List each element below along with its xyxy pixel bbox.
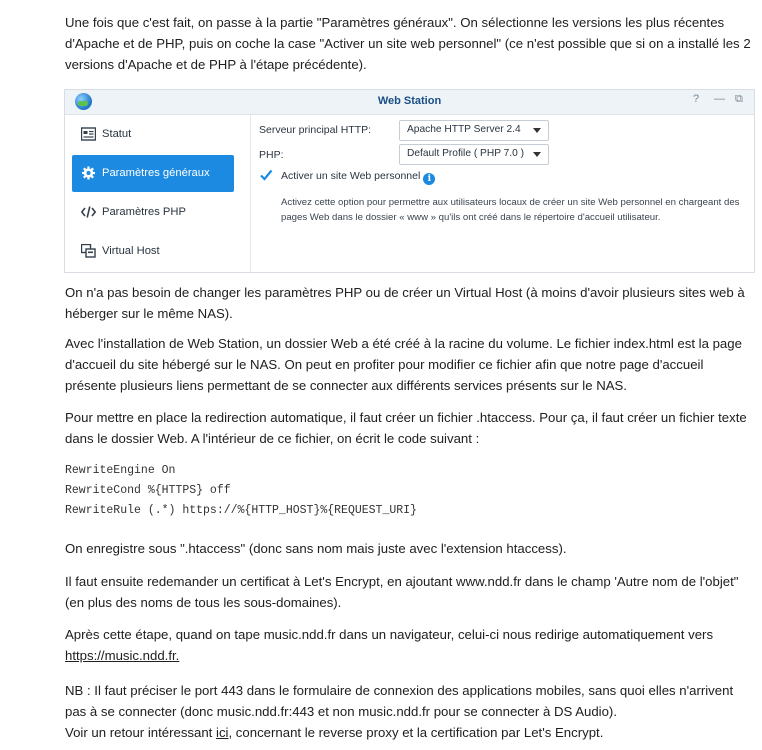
save-paragraph: On enregistre sous ".htaccess" (donc sans nom mais juste avec l'extension htaccess). [65,541,567,556]
nb-paragraph [65,680,755,743]
nb-text-3: , concernant le reverse proxy et la certification par Let's Encrypt. [228,725,604,740]
sidebar-item-label: Virtual Host [102,245,160,257]
status-icon [81,127,96,141]
http-server-select[interactable] [399,120,549,141]
http-server-value: Apache HTTP Server 2.4 [407,124,521,135]
sidebar-item-parametres-generaux[interactable] [72,155,234,192]
web-station-window [65,90,754,272]
window-title: Web Station [377,95,442,107]
sidebar-item-label: Paramètres généraux [102,167,210,179]
php-select[interactable] [399,144,549,165]
minimize-button[interactable]: — [714,93,725,105]
sidebar-item-virtual-host[interactable] [72,233,234,270]
general-settings-panel [250,115,754,272]
chevron-down-icon [533,152,541,157]
code-block [65,461,417,521]
sidebar-item-label: Paramètres PHP [102,206,186,218]
ici-link[interactable]: ici [216,725,229,740]
gear-icon [81,166,96,180]
sidebar-item-statut[interactable] [72,116,234,153]
personal-site-checkbox[interactable] [259,168,273,182]
redirect-paragraph [65,624,755,666]
sidebar [65,115,242,272]
redirect-text: Après cette étape, quand on tape music.ndd.fr dans un navigateur, celui-ci nous redirige automatiquement vers [65,627,714,642]
personal-site-description: Activez cette option pour permettre aux utilisateurs locaux de créer un site Web personnel en chargeant des pages Web dans le dossier « www » qu'ils ont créé dans le répertoire d'accueil utilisateur. [281,197,740,223]
nb-text: NB : Il faut préciser le port 443 dans le formulaire de connexion des applications mobiles, sans quoi elles n'arrivent pas à se connecter (donc music.ndd.fr:443 et non music.ndd.fr pour se connecter à DS Audio). [65,683,734,719]
window-titlebar [65,90,754,115]
php-label: PHP: [259,149,284,161]
intro-paragraph: Une fois que c'est fait, on passe à la partie "Paramètres généraux". On sélectionne les versions les plus récentes d'Apache et de PHP, puis on coche la case "Activer un site web personnel" (ce n'est possible que si on a installé les 2 versions d'Apache et de PHP à l'étape précédente). [65,15,751,72]
sidebar-item-label: Statut [102,128,132,140]
restore-button[interactable]: ⧉ [735,93,743,105]
personal-site-label-text: Activer un site Web personnel [281,170,421,182]
certificate-paragraph: Il faut ensuite redemander un certificat à Let's Encrypt, en ajoutant www.ndd.fr dans le champ 'Autre nom de l'objet" (en plus des noms de tous les sous-domaines). [65,574,739,610]
chevron-down-icon [533,128,541,133]
music-link[interactable]: https://music.ndd.fr. [65,648,180,663]
htaccess-paragraph: Pour mettre en place la redirection automatique, il faut créer un fichier .htaccess. Pour ça, il faut créer un fichier texte dans le dossier Web. A l'intérieur de ce fichier, on écrit le code suivant : [65,410,747,446]
code-line: RewriteEngine On [65,464,176,477]
code-line: RewriteRule (.*) https://%{HTTP_HOST}%{REQUEST_URI} [65,504,417,517]
sidebar-item-parametres-php[interactable] [72,194,234,231]
virtual-host-icon [81,244,96,258]
personal-site-label [281,170,435,185]
code-icon [81,205,96,219]
nb-text-2: Voir un retour intéressant [65,725,217,740]
web-folder-paragraph: Avec l'installation de Web Station, un dossier Web a été créé à la racine du volume. Le fichier index.html est la page d'accueil du site hébergé sur le NAS. On peut en profiter pour modifier ce fichier afin que notre page d'accueil présente plusieurs liens permettant de se connecter aux différents services présents sur le NAS. [65,336,742,393]
info-icon[interactable]: i [423,173,435,185]
virtual-host-paragraph: On n'a pas besoin de changer les paramètres PHP ou de créer un Virtual Host (à moins d'avoir plusieurs sites web à héberger sur le même NAS). [65,285,745,321]
php-value: Default Profile ( PHP 7.0 ) [407,148,525,159]
http-server-label: Serveur principal HTTP: [259,124,372,136]
code-line: RewriteCond %{HTTPS} off [65,484,231,497]
help-button[interactable]: ? [693,93,700,105]
